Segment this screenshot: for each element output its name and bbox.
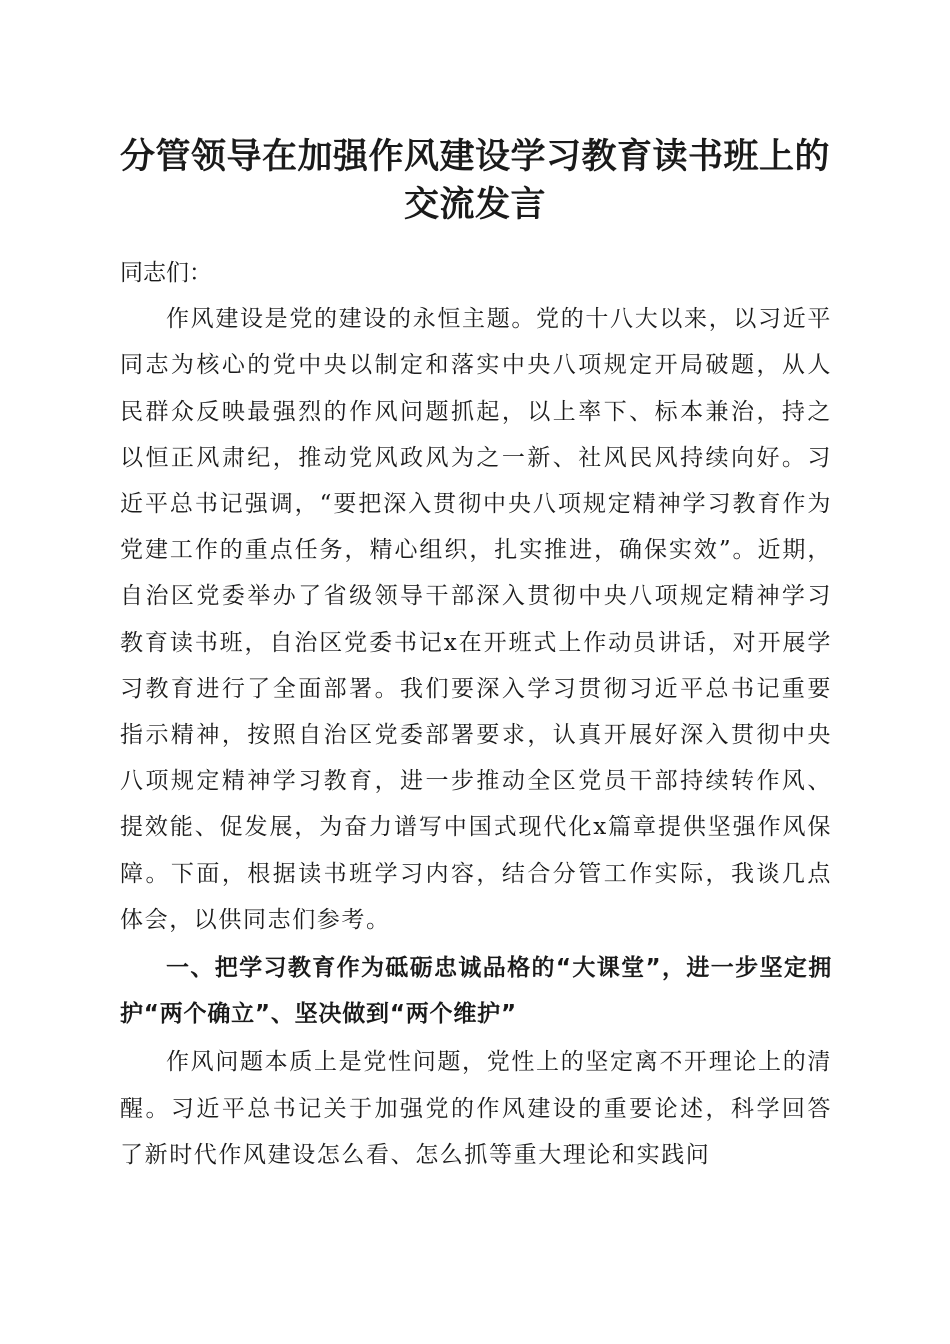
title-line-1: 分管领导在加强作风建设学习教育读书班上的 (119, 136, 830, 177)
document-title (100, 133, 850, 229)
document-body (120, 250, 832, 1178)
greeting: 同志们： (120, 260, 212, 286)
section-heading-1: 一、把学习教育作为砥砺忠诚品格的“大课堂”，进一步坚定拥护“两个确立”、坚决做到“两个维护” (120, 955, 832, 1028)
paragraph-section-1: 作风问题本质上是党性问题，党性上的坚定离不开理论上的清醒。习近平总书记关于加强党的作风建设的重要论述，科学回答了新时代作风建设怎么看、怎么抓等重大理论和实践问 (120, 1049, 832, 1168)
title-line-2: 交流发言 (403, 184, 546, 225)
paragraph-intro: 作风建设是党的建设的永恒主题。党的十八大以来，以习近平同志为核心的党中央以制定和落实中央八项规定开局破题，从人民群众反映最强烈的作风问题抓起，以上率下、标本兼治，持之以恒正风肃纪，推动党风政风为之一新、社风民风持续向好。习近平总书记强调，“要把深入贯彻中央八项规定精神学习教育作为党建工作的重点任务，精心组织，扎实推进，确保实效”。近期，自治区党委举办了省级领导干部深入贯彻中央八项规定精神学习教育读书班，自治区党委书记x在开班式上作动员讲话，对开展学习教育进行了全面部署。我们要深入学习贯彻习近平总书记重要指示精神，按照自治区党委部署要求，认真开展好深入贯彻中央八项规定精神学习教育，进一步推动全区党员干部持续转作风、提效能、促发展，为奋力谱写中国式现代化x篇章提供坚强作风保障。下面，根据读书班学习内容，结合分管工作实际，我谈几点体会，以供同志们参考。 (120, 306, 832, 933)
